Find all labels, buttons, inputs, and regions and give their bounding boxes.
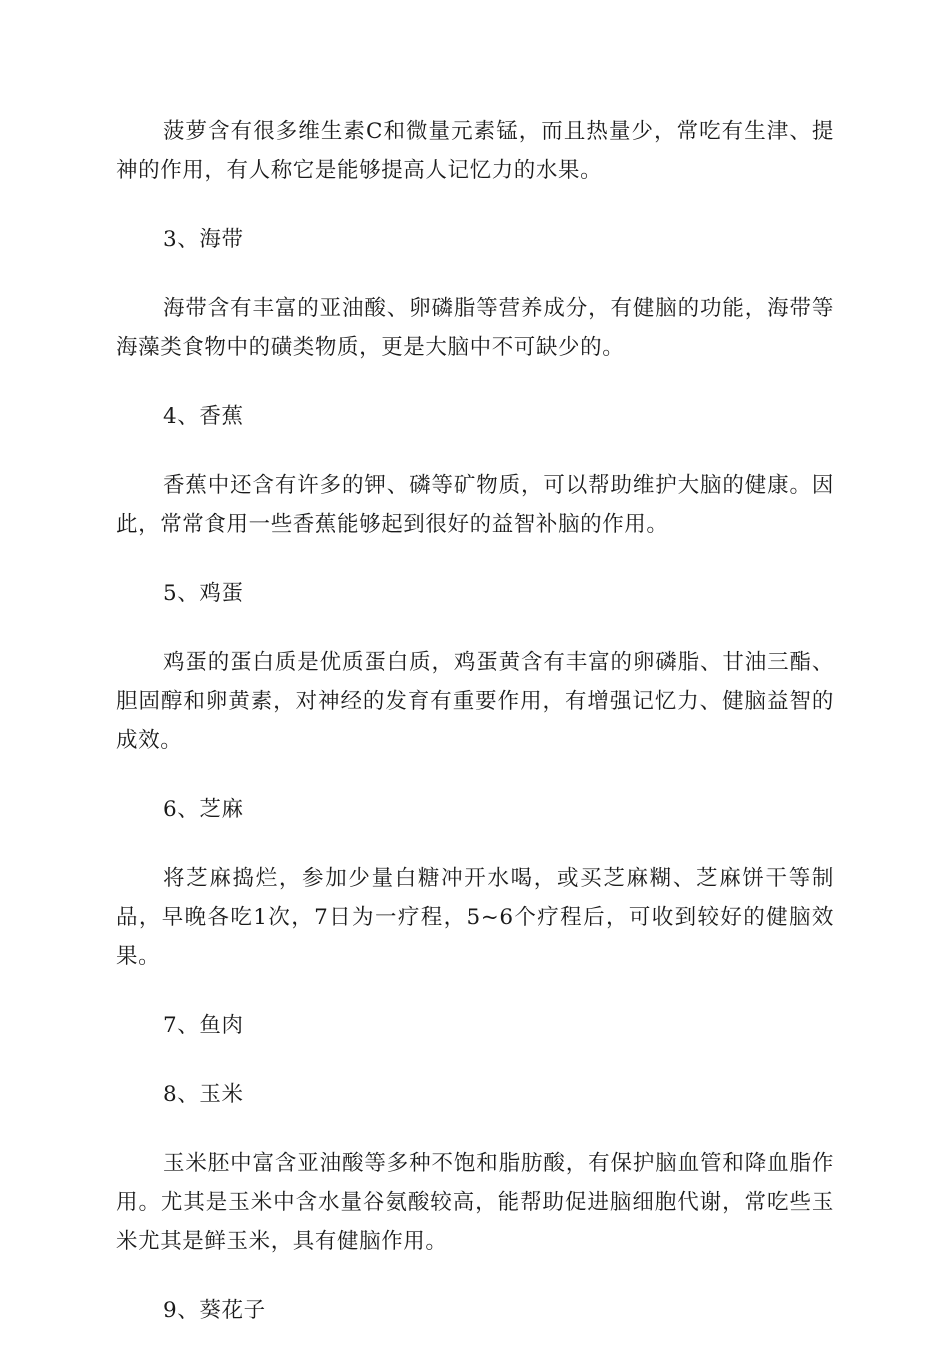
heading-sunflower-seeds: 9、葵花子 (163, 1298, 266, 1323)
paragraph-egg: 鸡蛋的蛋白质是优质蛋白质，鸡蛋黄含有丰富的卵磷脂、甘油三酯、胆固醇和卵黄素，对神经的发育有重要作用，有增强记忆力、健脑益智的成效。 (116, 650, 834, 753)
paragraph-corn: 玉米胚中富含亚油酸等多种不饱和脂肪酸，有保护脑血管和降血脂作用。尤其是玉米中含水量谷氨酸较高，能帮助促进脑细胞代谢，常吃些玉米尤其是鲜玉米，具有健脑作用。 (116, 1151, 834, 1254)
heading-seaweed: 3、海带 (163, 227, 244, 252)
document-body (116, 112, 834, 1360)
paragraph-sesame: 将芝麻捣烂，参加少量白糖冲开水喝，或买芝麻糊、芝麻饼干等制品，早晚各吃1次，7日为一疗程，5~6个疗程后，可收到较好的健脑效果。 (116, 866, 834, 969)
heading-egg: 5、鸡蛋 (163, 581, 244, 606)
heading-banana: 4、香蕉 (163, 404, 244, 429)
paragraph-seaweed: 海带含有丰富的亚油酸、卵磷脂等营养成分，有健脑的功能，海带等海藻类食物中的磺类物质，更是大脑中不可缺少的。 (116, 296, 834, 360)
heading-sesame: 6、芝麻 (163, 797, 244, 822)
paragraph-banana: 香蕉中还含有许多的钾、磷等矿物质，可以帮助维护大脑的健康。因此，常常食用一些香蕉能够起到很好的益智补脑的作用。 (116, 473, 834, 537)
paragraph-pineapple: 菠萝含有很多维生素C和微量元素锰，而且热量少，常吃有生津、提神的作用，有人称它是能够提高人记忆力的水果。 (116, 119, 834, 183)
heading-fish: 7、鱼肉 (163, 1013, 244, 1038)
heading-corn: 8、玉米 (163, 1082, 244, 1107)
